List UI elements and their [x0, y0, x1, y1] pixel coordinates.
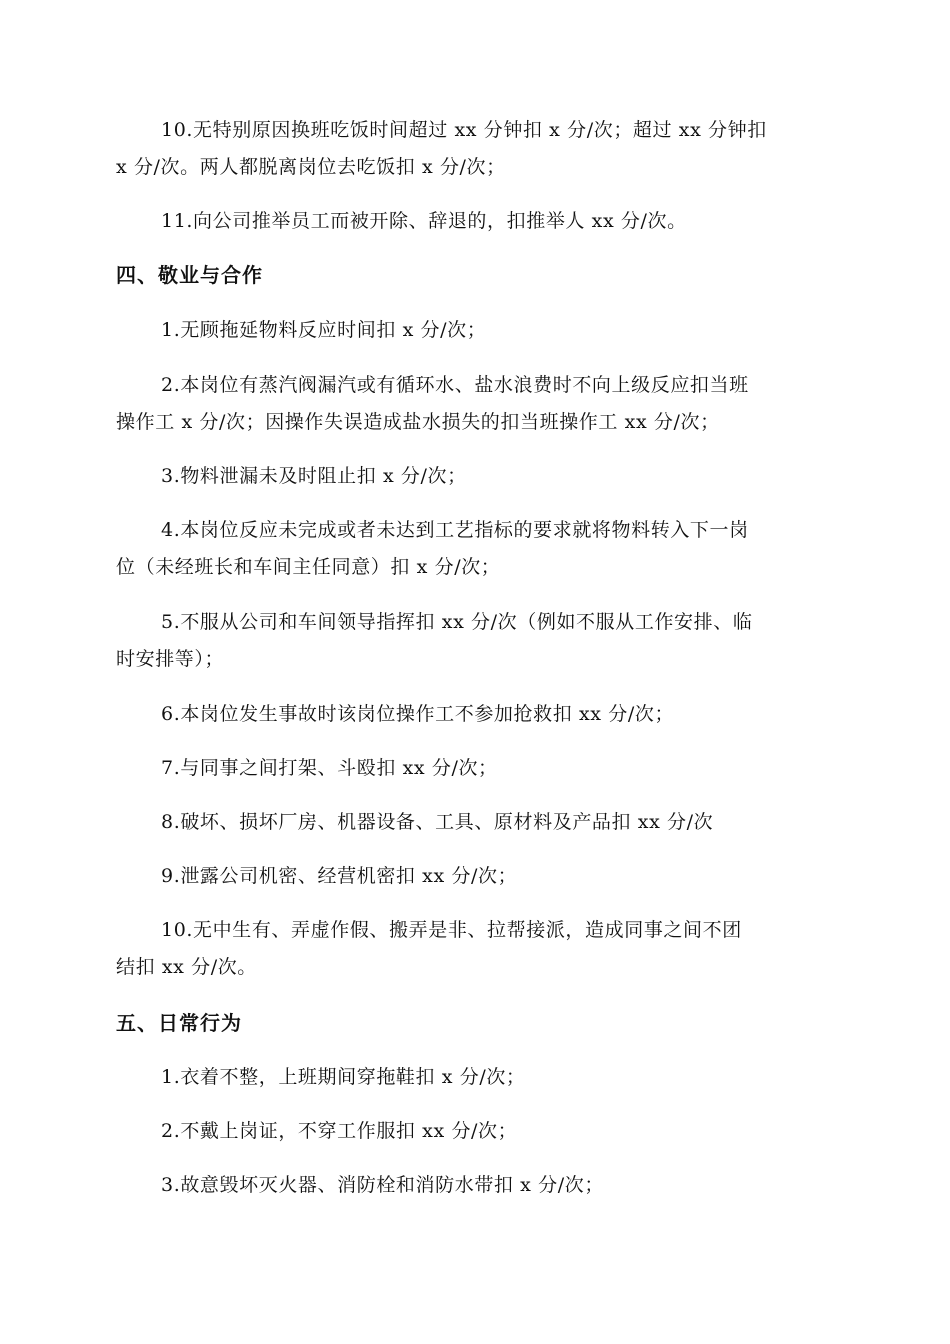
paragraph-line: 1.衣着不整，上班期间穿拖鞋扣 x 分/次； [161, 1066, 526, 1088]
paragraph-item-4-6 [116, 696, 836, 733]
paragraph-line: 10.无中生有、弄虚作假、搬弄是非、拉帮接派，造成同事之间不团 [161, 919, 742, 941]
paragraph-line: 11.向公司推举员工而被开除、辞退的，扣推举人 xx 分/次。 [161, 210, 687, 232]
paragraph-item-5-2 [116, 1113, 836, 1150]
section-heading-5: 五、日常行为 [116, 1011, 242, 1035]
paragraph-line: 8.破坏、损坏厂房、机器设备、工具、原材料及产品扣 xx 分/次 [161, 811, 714, 833]
paragraph-line: x 分/次。两人都脱离岗位去吃饭扣 x 分/次； [116, 156, 506, 178]
paragraph-item-4-1 [116, 312, 836, 349]
paragraph-item-4-10 [116, 912, 836, 986]
paragraph-line: 时安排等）； [116, 648, 225, 670]
paragraph-item-4-7 [116, 750, 836, 787]
paragraph-item-4-3 [116, 458, 836, 495]
paragraph-item-3-10 [116, 112, 836, 186]
paragraph-line: 2.本岗位有蒸汽阀漏汽或有循环水、盐水浪费时不向上级反应扣当班 [161, 374, 749, 396]
paragraph-line: 2.不戴上岗证，不穿工作服扣 xx 分/次； [161, 1120, 518, 1142]
paragraph-line: 1.无顾拖延物料反应时间扣 x 分/次； [161, 319, 487, 341]
paragraph-line: 3.物料泄漏未及时阻止扣 x 分/次； [161, 465, 467, 487]
paragraph-item-3-11 [116, 203, 836, 240]
paragraph-line: 3.故意毁坏灭火器、消防栓和消防水带扣 x 分/次； [161, 1174, 604, 1196]
paragraph-line: 7.与同事之间打架、斗殴扣 xx 分/次； [161, 757, 498, 779]
paragraph-item-4-9 [116, 858, 836, 895]
paragraph-line: 6.本岗位发生事故时该岗位操作工不参加抢救扣 xx 分/次； [161, 703, 675, 725]
paragraph-item-4-5 [116, 604, 836, 678]
paragraph-item-5-1 [116, 1059, 836, 1096]
paragraph-item-4-8 [116, 804, 836, 841]
section-heading-4: 四、敬业与合作 [116, 263, 263, 287]
paragraph-line: 位（未经班长和车间主任同意）扣 x 分/次； [116, 556, 501, 578]
paragraph-item-4-4 [116, 512, 836, 586]
paragraph-line: 9.泄露公司机密、经营机密扣 xx 分/次； [161, 865, 518, 887]
paragraph-line: 5.不服从公司和车间领导指挥扣 xx 分/次（例如不服从工作安排、临 [161, 611, 753, 633]
paragraph-line: 4.本岗位反应未完成或者未达到工艺指标的要求就将物料转入下一岗 [161, 519, 749, 541]
paragraph-line: 10.无特别原因换班吃饭时间超过 xx 分钟扣 x 分/次；超过 xx 分钟扣 [161, 119, 767, 141]
paragraph-item-5-3 [116, 1167, 836, 1204]
paragraph-item-4-2 [116, 367, 836, 441]
paragraph-line: 操作工 x 分/次；因操作失误造成盐水损失的扣当班操作工 xx 分/次； [116, 411, 720, 433]
paragraph-line: 结扣 xx 分/次。 [116, 956, 257, 978]
